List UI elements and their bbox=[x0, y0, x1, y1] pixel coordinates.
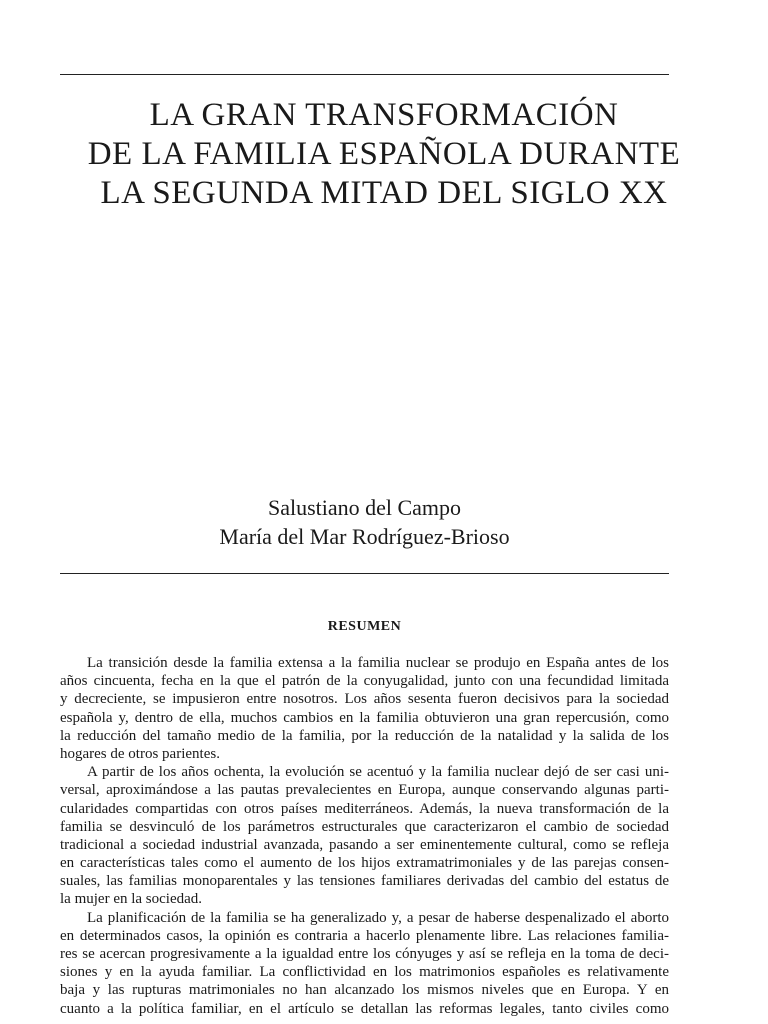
abstract-line: siones y en la ayuda familiar. La conflictividad en los matrimonios españoles es relativamente bbox=[60, 964, 669, 981]
abstract-body bbox=[60, 654, 669, 1018]
abstract-line: cularidades compartidas con otros países mediterráneos. Además, la nueva transformación de la bbox=[60, 800, 669, 817]
abstract-line: la mujer en la sociedad. bbox=[60, 891, 203, 908]
abstract-line: versal, aproximándose a las pautas prevalecientes en Europa, aunque conservando algunas parti- bbox=[60, 782, 669, 799]
abstract-line: la reducción del tamaño medio de la familia, por la reducción de la natalidad y la salida de los bbox=[60, 727, 669, 744]
abstract-heading: RESUMEN bbox=[327, 619, 402, 634]
abstract-line: La planificación de la familia se ha generalizado y, a pesar de haberse despenalizado el aborto bbox=[87, 909, 669, 926]
abstract-line: en características tales como el aumento de los hijos extramatrimoniales y de las parejas consen- bbox=[60, 855, 669, 872]
abstract-line: española y, dentro de ella, muchos cambios en la familia obtuvieron una gran repercusión, como bbox=[60, 709, 669, 726]
abstract-line: La transición desde la familia extensa a la familia nuclear se produjo en España antes de los bbox=[87, 655, 669, 671]
abstract-line: familia se desvinculó de los parámetros estructurales que caracterizaron el cambio de sociedad bbox=[60, 818, 669, 835]
abstract-line: baja y las rupturas matrimoniales no han alcanzado los mismos niveles que en Europa. Y en bbox=[60, 982, 669, 999]
abstract-line: A partir de los años ochenta, la evolución se acentuó y la familia nuclear dejó de ser casi uni- bbox=[87, 764, 669, 781]
abstract-line: y decreciente, se impusieron entre nosotros. Los años sesenta fueron decisivos para la sociedad bbox=[60, 691, 669, 708]
abstract-line: res se acercan progresivamente a la igualdad entre los cónyuges y así se refleja en la toma de deci- bbox=[60, 946, 669, 962]
section-rule bbox=[60, 573, 669, 574]
article-title bbox=[40, 96, 728, 213]
top-rule bbox=[60, 74, 669, 75]
author-name: Salustiano del Campo bbox=[267, 495, 462, 520]
abstract-line: años cincuenta, fecha en la que el patrón de la conyugalidad, junto con una fecundidad limitada bbox=[60, 673, 669, 690]
abstract-line: hogares de otros parientes. bbox=[60, 745, 220, 762]
abstract-line: suales, las familias monoparentales y las tensiones familiares derivadas del cambio del estatus de bbox=[60, 873, 669, 890]
author-name: María del Mar Rodríguez-Brioso bbox=[219, 524, 510, 549]
title-line: LA GRAN TRANSFORMACIÓN bbox=[149, 97, 619, 133]
author-block bbox=[60, 493, 669, 551]
abstract-line: tradicional a sociedad industrial avanzada, pasando a ser eminentemente cultural, como se refleja bbox=[60, 836, 669, 853]
title-line: DE LA FAMILIA ESPAÑOLA DURANTE bbox=[87, 136, 681, 172]
title-line: LA SEGUNDA MITAD DEL SIGLO XX bbox=[100, 175, 668, 211]
abstract-line: en determinados casos, la opinión es contraria a hacerlo plenamente libre. Las relaciones familia- bbox=[60, 927, 669, 944]
abstract-line: cuanto a la política familiar, en el artículo se detallan las reformas legales, tanto civiles como bbox=[60, 1000, 669, 1017]
